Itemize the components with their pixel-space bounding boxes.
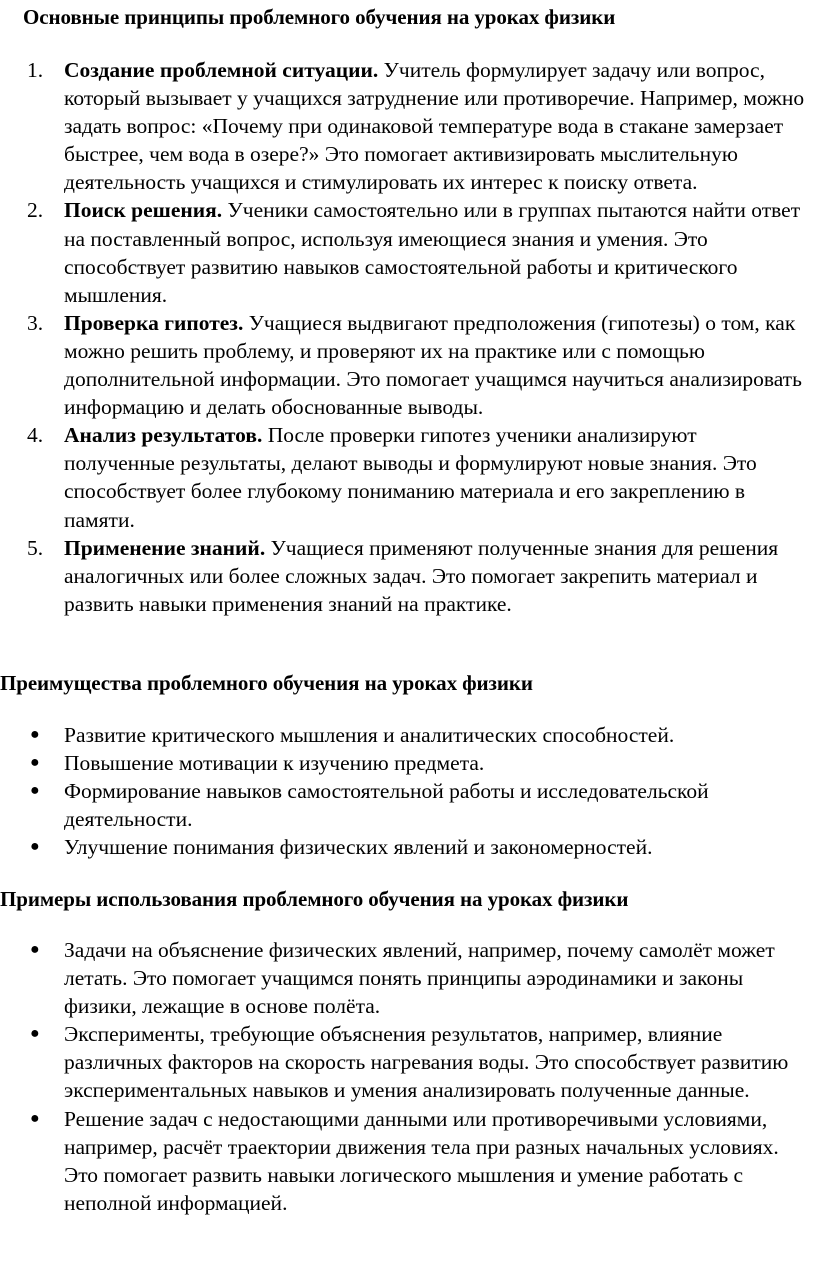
principle-text: Учащиеся применяют полученные знания для решения аналогичных или более сложных задач. Это помогает закрепить материал и развить навыки применения знаний на практике. [64,535,779,616]
example-text: Решение задач с недостающими данными или противоречивыми условиями, например, расчёт траектории движения тела при разных начальных условиях. Это помогает развить навыки логического мышления и умение работать с неполной информацией. [64,1106,779,1215]
principle-text: Учитель формулирует задачу или вопрос, который вызывает у учащихся затруднение или противоречие. Например, можно задать вопрос: «Почему при одинаковой температуре вода в стакане замерзает быстрее, чем вода в озере?» Это помогает активизировать мыслительную деятельность учащихся и стимулировать их интерес к поиску ответа. [64,58,805,195]
bullet-icon: ● [30,1025,40,1043]
list-number: 3. [27,310,44,335]
principle-text: Учащиеся выдвигают предположения (гипотезы) о том, как можно решить проблему, и проверяют их на практике или с помощью дополнительной информации. Это помогает учащимся научиться анализировать информацию и делать обоснованные выводы. [64,310,802,420]
bullet-icon: ● [30,1109,40,1127]
bullet-icon: ● [30,754,40,772]
advantages-list [0,721,816,861]
advantage-item [0,721,816,749]
example-item [0,1020,816,1104]
bullet-icon: ● [30,941,40,958]
example-text: Задачи на объяснение физических явлений, например, почему самолёт может летать. Это помогает учащимся понять принципы аэродинамики и законы физики, лежащие в основе полёта. [64,938,775,1019]
list-number: 4. [27,423,44,448]
advantage-text: Повышение мотивации к изучению предмета. [64,751,485,776]
bullet-icon: ● [30,726,40,743]
principle-term: Проверка гипотез. [64,310,249,335]
principle-term: Создание проблемной ситуации. [64,58,384,82]
principles-list [0,56,816,618]
principle-item-2 [0,196,816,308]
principle-item-3 [0,309,816,421]
advantage-item [0,833,816,861]
example-text: Эксперименты, требующие объяснения результатов, например, влияние различных факторов на скорость нагревания воды. Это способствует развитию экспериментальных навыков и умения анализировать полученные данные. [64,1022,789,1103]
principle-text: После проверки гипотез ученики анализируют полученные результаты, делают выводы и формулируют новые знания. Это способствует более глубокому пониманию материала и его закреплению в памяти. [64,423,757,532]
principle-term: Применение знаний. [64,535,271,560]
principle-text: Ученики самостоятельно или в группах пытаются найти ответ на поставленный вопрос, используя имеющиеся знания и умения. Это способствует развитию навыков самостоятельной работы и критического мышления. [64,198,801,307]
bullet-icon: ● [30,838,40,856]
advantage-text: Развитие критического мышления и аналитических способностей. [64,723,675,747]
principle-term: Анализ результатов. [64,423,268,448]
examples-list [0,936,816,1217]
example-item [0,1105,816,1217]
list-number: 1. [27,58,44,82]
section-3-heading: Примеры использования проблемного обучения на уроках физики [0,887,629,911]
section-1-heading: Основные принципы проблемного обучения на уроках физики [23,5,616,29]
principle-term: Поиск решения. [64,198,228,223]
example-item [0,936,816,1020]
section-2-heading: Преимущества проблемного обучения на уроках физики [0,671,533,695]
list-number: 2. [27,198,44,223]
advantage-text: Формирование навыков самостоятельной работы и исследовательской деятельности. [64,779,709,832]
bullet-icon: ● [30,782,40,800]
advantage-item [0,777,816,833]
list-number: 5. [27,535,44,560]
advantage-item [0,749,816,777]
advantage-text: Улучшение понимания физических явлений и закономерностей. [64,835,653,860]
principle-item-5 [0,534,816,618]
principle-item-4 [0,421,816,533]
principle-item-1 [0,56,816,196]
